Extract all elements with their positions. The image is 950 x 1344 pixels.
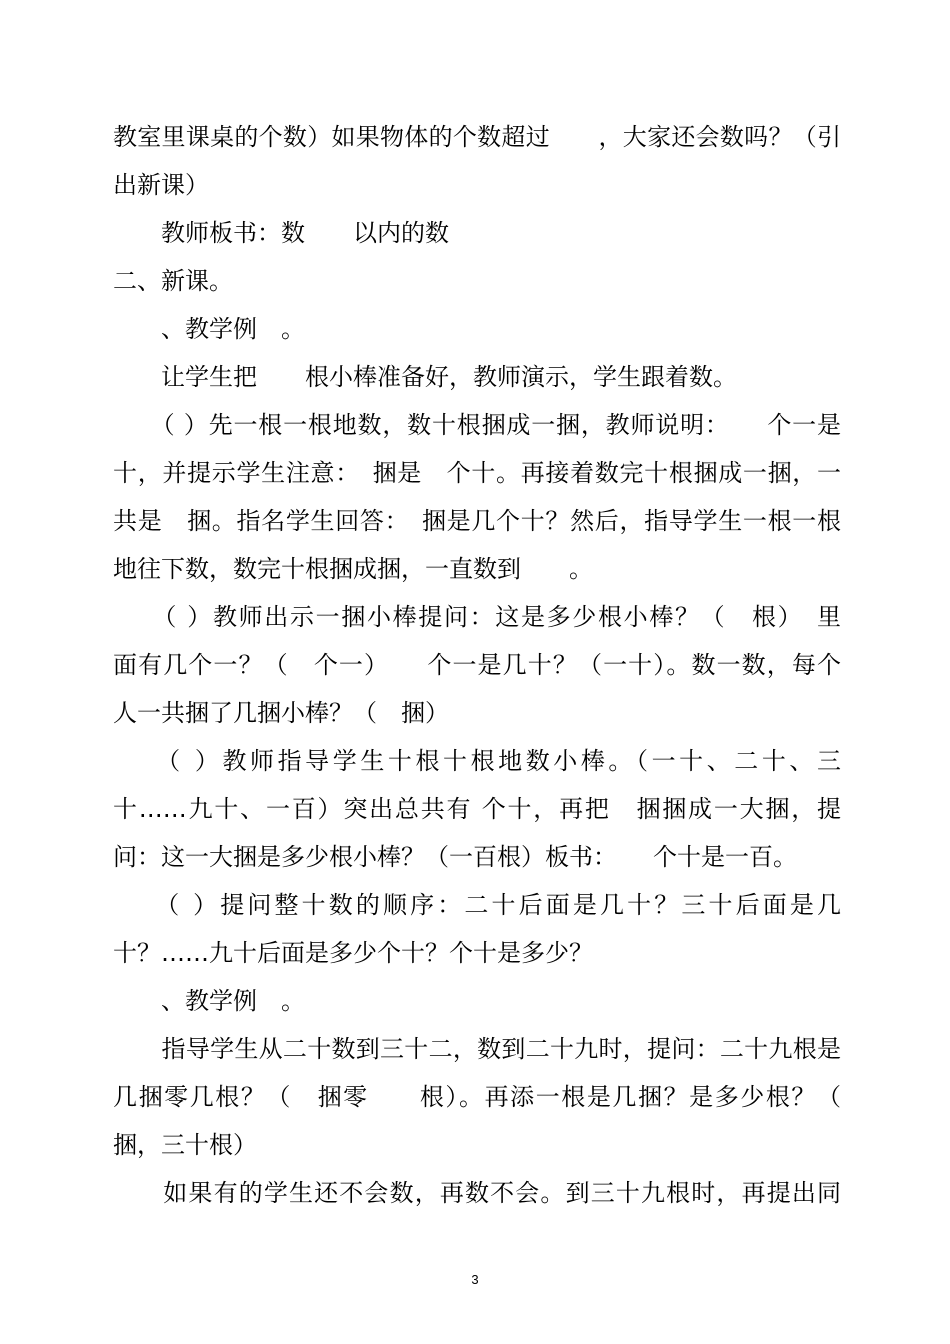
- text-line: 共是 捆。指名学生回答： 捆是几个十？然后，指导学生一根一根: [113, 507, 841, 535]
- text-line: 让学生把 根小棒准备好，教师演示，学生跟着数。: [113, 363, 737, 391]
- text-line: 面有几个一？（ 个一） 个一是几十？（一十）。数一数，每个: [113, 651, 841, 679]
- text-line: 十……九十、一百）突出总共有 个十，再把 捆捆成一大捆，提: [113, 795, 841, 823]
- text-line: （ ）提问整十数的顺序：二十后面是几十？三十后面是几: [113, 891, 841, 919]
- text-line: 指导学生从二十数到三十二，数到二十九时，提问：二十九根是: [113, 1035, 841, 1063]
- text-line: 问：这一大捆是多少根小棒？（一百根）板书： 个十是一百。: [113, 843, 797, 871]
- text-line: 几捆零几根？（ 捆零 根）。再添一根是几捆？是多少根？（: [113, 1083, 841, 1111]
- text-line: 捆，三十根）: [113, 1131, 257, 1159]
- text-line: （ ）教师指导学生十根十根地数小棒。（一十、二十、三: [113, 747, 841, 775]
- text-line: 教室里课桌的个数）如果物体的个数超过 ，大家还会数吗？（引: [113, 123, 841, 151]
- text-line: （ ）先一根一根地数，数十根捆成一捆，教师说明： 个一是: [113, 411, 841, 439]
- text-line: 如果有的学生还不会数，再数不会。到三十九根时，再提出同: [113, 1179, 841, 1207]
- page-number: 3: [471, 1272, 479, 1287]
- section-heading: 二、新课。: [113, 267, 233, 295]
- text-line: 十？……九十后面是多少个十？个十是多少？: [113, 939, 593, 967]
- text-line: 、教学例 。: [113, 987, 305, 1015]
- text-line: 出新课）: [113, 171, 209, 199]
- text-line: 、教学例 。: [113, 315, 305, 343]
- text-line: 地往下数，数完十根捆成捆，一直数到 。: [113, 555, 593, 583]
- text-line: 十，并提示学生注意： 捆是 个十。再接着数完十根捆成一捆，一: [113, 459, 841, 487]
- text-line: 人一共捆了几捆小棒？（ 捆）: [113, 699, 449, 727]
- text-line: 教师板书：数 以内的数: [113, 219, 449, 247]
- text-line: （ ）教师出示一捆小棒提问：这是多少根小棒？（ 根） 里: [113, 603, 841, 631]
